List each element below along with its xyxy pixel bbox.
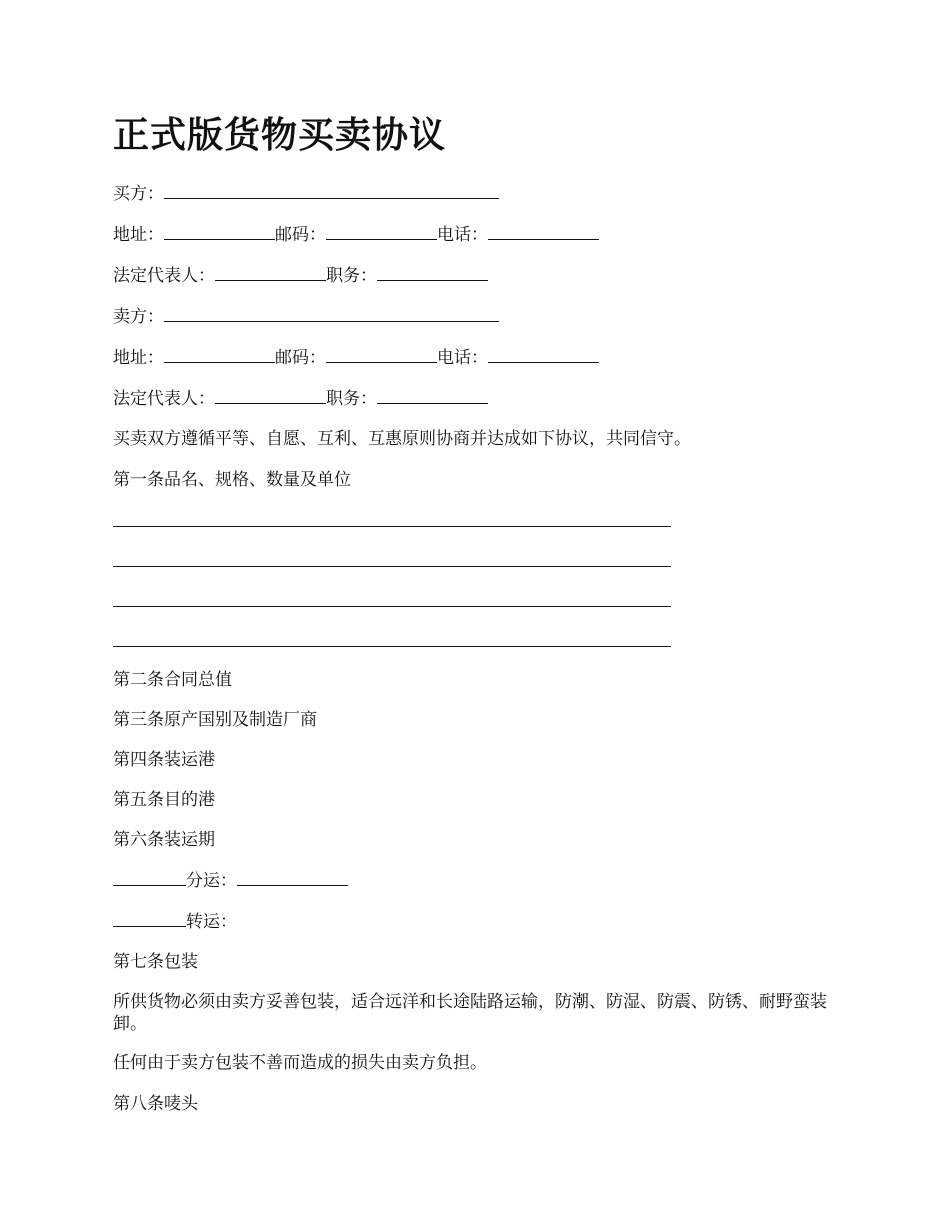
seller-position-label: 职务： bbox=[326, 389, 377, 409]
packing-paragraph: 所供货物必须由卖方妥善包装，适合远洋和长途陆路运输，防潮、防湿、防震、防锈、耐野蛮装卸。 bbox=[113, 992, 827, 1034]
article-1-blank-line bbox=[113, 510, 671, 533]
buyer-position-label: 职务： bbox=[326, 266, 377, 286]
buyer-line bbox=[113, 182, 499, 205]
goods-field-4[interactable] bbox=[113, 630, 671, 647]
buyer-phone-field[interactable] bbox=[488, 223, 599, 240]
buyer-name-field[interactable] bbox=[164, 182, 499, 199]
buyer-rep-field[interactable] bbox=[215, 264, 326, 281]
article-4-heading: 第四条装运港 bbox=[113, 750, 215, 770]
article-3-heading: 第三条原产国别及制造厂商 bbox=[113, 710, 317, 730]
article-1-heading: 第一条品名、规格、数量及单位 bbox=[113, 470, 351, 490]
partial-shipment-line bbox=[113, 869, 348, 892]
goods-field-2[interactable] bbox=[113, 550, 671, 567]
transshipment-prefix-field[interactable] bbox=[113, 910, 186, 927]
seller-postcode-label: 邮码： bbox=[275, 348, 326, 368]
article-1-blank-line bbox=[113, 550, 671, 573]
article-1-blank-line bbox=[113, 630, 671, 653]
seller-contact-line bbox=[113, 346, 599, 369]
seller-name-field[interactable] bbox=[164, 305, 499, 322]
transshipment-label: 转运： bbox=[186, 912, 237, 932]
partial-shipment-label: 分运： bbox=[186, 871, 237, 891]
seller-phone-label: 电话： bbox=[437, 348, 488, 368]
transshipment-line bbox=[113, 910, 237, 933]
article-1-blank-line bbox=[113, 590, 671, 613]
packing-liability-paragraph: 任何由于卖方包装不善而造成的损失由卖方负担。 bbox=[113, 1053, 487, 1073]
buyer-postcode-label: 邮码： bbox=[275, 225, 326, 245]
article-5-heading: 第五条目的港 bbox=[113, 790, 215, 810]
seller-position-field[interactable] bbox=[377, 387, 488, 404]
buyer-position-field[interactable] bbox=[377, 264, 488, 281]
article-6-heading: 第六条装运期 bbox=[113, 830, 215, 850]
buyer-rep-line bbox=[113, 264, 488, 287]
article-7-heading: 第七条包装 bbox=[113, 952, 198, 972]
intro-text: 买卖双方遵循平等、自愿、互利、互惠原则协商并达成如下协议，共同信守。 bbox=[113, 429, 691, 449]
seller-line bbox=[113, 305, 499, 328]
seller-label: 卖方： bbox=[113, 307, 164, 327]
seller-postcode-field[interactable] bbox=[326, 346, 437, 363]
buyer-address-field[interactable] bbox=[164, 223, 275, 240]
seller-phone-field[interactable] bbox=[488, 346, 599, 363]
buyer-contact-line bbox=[113, 223, 599, 246]
article-2-heading: 第二条合同总值 bbox=[113, 670, 232, 690]
seller-address-label: 地址： bbox=[113, 348, 164, 368]
seller-rep-label: 法定代表人： bbox=[113, 389, 215, 409]
goods-field-1[interactable] bbox=[113, 510, 671, 527]
partial-shipment-prefix-field[interactable] bbox=[113, 869, 186, 886]
seller-rep-line bbox=[113, 387, 488, 410]
buyer-phone-label: 电话： bbox=[437, 225, 488, 245]
goods-field-3[interactable] bbox=[113, 590, 671, 607]
partial-shipment-field[interactable] bbox=[237, 869, 348, 886]
buyer-address-label: 地址： bbox=[113, 225, 164, 245]
buyer-label: 买方： bbox=[113, 184, 164, 204]
buyer-postcode-field[interactable] bbox=[326, 223, 437, 240]
seller-address-field[interactable] bbox=[164, 346, 275, 363]
article-8-heading: 第八条唛头 bbox=[113, 1094, 198, 1114]
seller-rep-field[interactable] bbox=[215, 387, 326, 404]
buyer-rep-label: 法定代表人： bbox=[113, 266, 215, 286]
page-title: 正式版货物买卖协议 bbox=[113, 115, 447, 156]
